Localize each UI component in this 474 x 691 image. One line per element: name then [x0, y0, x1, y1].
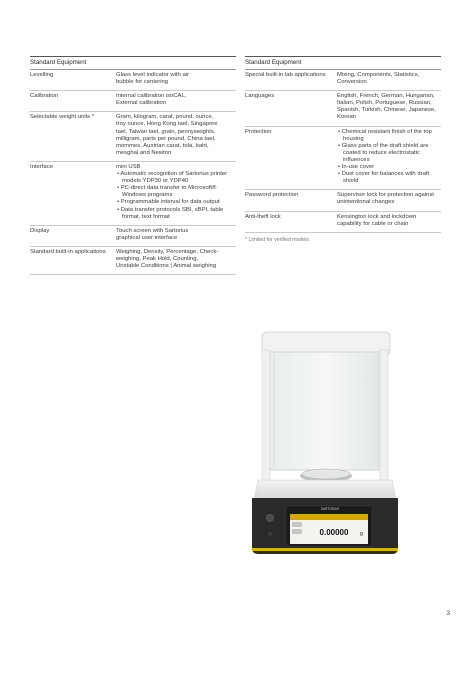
power-button-icon — [267, 515, 274, 522]
spec-label: Anti-theft lock — [245, 213, 281, 220]
spec-label: Password protection — [245, 192, 299, 199]
spec-label: Levelling — [30, 72, 54, 78]
spec-value — [337, 72, 441, 86]
spec-value-line: Weighing, Density, Percentage, Check- — [116, 248, 219, 255]
bullet-item: • Data transfer protocols SBI, xBPI, table format, text format — [116, 207, 236, 221]
bullet-item: • In-use cover — [337, 164, 441, 171]
spec-value-line: Kensington lock and lockdown — [337, 213, 417, 220]
spec-value — [116, 114, 236, 157]
spec-value — [337, 93, 441, 121]
spec-row-languages — [245, 91, 441, 126]
spec-value-line: Unstable Conditions | Animal weighing — [116, 263, 217, 270]
spec-value — [337, 129, 441, 186]
footnote: * Limited for verified models — [245, 236, 310, 243]
bullet-item: • Programmable interval for data output — [116, 199, 236, 206]
bullet-item: • Chemical resistant finish of the top housing — [337, 129, 441, 143]
spec-value — [116, 249, 236, 270]
spec-row-anti-theft — [245, 212, 441, 233]
analytical-balance-image — [250, 330, 400, 560]
spec-value-line: mesghal and Newton — [116, 149, 172, 156]
bullet-item: • Dust cover for balances with draft shield — [337, 171, 441, 185]
spec-value-line: Conversion — [337, 79, 367, 86]
bullet-item: • Glass parts of the draft shield are coated to reduce electrostatic influences — [337, 143, 441, 164]
spec-value-line: Touch screen with Sartorius — [116, 227, 189, 234]
spec-row-weight-units — [30, 112, 236, 162]
spec-row-levelling — [30, 70, 236, 91]
spec-value-line: Italian, Polish, Portuguese, Russian, — [337, 100, 432, 107]
bullet-item: • PC-direct data transfer to Microsoft® Windows programs — [116, 185, 236, 199]
spec-value-line: troy ounce, Hong Kong tael, Singapore — [116, 121, 218, 128]
spec-label: Calibration — [30, 93, 59, 100]
spec-value-line: Internal calibration isoCAL, — [116, 93, 187, 100]
left-table-header: Standard Equipment — [30, 56, 236, 70]
spec-value-line: External calibration — [116, 100, 167, 107]
spec-row-calibration — [30, 91, 236, 112]
spec-label: Interface — [30, 163, 53, 170]
spec-label: Languages — [245, 93, 275, 100]
spec-value-line: mini USB — [116, 163, 141, 170]
spec-value-line: English, French, German, Hungarian, — [337, 93, 435, 100]
spec-label: Protection — [245, 128, 272, 135]
weighing-pan — [302, 469, 350, 479]
spec-value-line: bubble for centering — [116, 79, 169, 86]
display-unit: g — [360, 531, 363, 537]
spec-row-applications — [30, 247, 236, 275]
draft-shield — [268, 352, 384, 470]
spec-label: Standard built-in applications — [30, 248, 106, 255]
accent-strip — [252, 548, 398, 551]
brand-logo: SARTORIUS — [320, 507, 340, 511]
spec-value-line: Mixing, Components, Statistics, — [337, 72, 420, 78]
spec-value-line: Glass level indicator with air — [116, 72, 190, 78]
spec-value — [116, 93, 236, 107]
spec-value-line: tael, Taiwan tael, grain, pennyweights, — [116, 128, 216, 135]
spec-value — [116, 228, 236, 242]
left-spec-table — [30, 56, 236, 275]
spec-label: Display — [30, 227, 50, 234]
spec-value-line: Gram, kilogram, carat, pound, ounce, — [116, 114, 214, 121]
right-table-header: Standard Equipment — [245, 56, 441, 70]
right-spec-table — [245, 56, 441, 243]
spec-value — [337, 214, 441, 228]
spec-row-password — [245, 190, 441, 211]
spec-row-display — [30, 226, 236, 247]
spec-value-line: Supervisor lock for protection against — [337, 192, 434, 199]
spec-value-line: Korean — [337, 114, 356, 121]
page-number: 3 — [446, 610, 450, 617]
spec-row-lab-applications — [245, 70, 441, 91]
spec-row-protection — [245, 127, 441, 191]
level-indicator-icon — [268, 532, 273, 537]
spec-value — [116, 164, 236, 221]
spec-value-line: graphical user interface — [116, 234, 178, 241]
spec-label: Selectable weight units * — [30, 114, 95, 121]
spec-value-line: weighing, Peak Hold, Counting, — [116, 255, 199, 262]
spec-value-line: Spanish, Turkish, Chinese, Japanese, — [337, 107, 436, 114]
bullet-item: • Automatic recognition of Sartorius printer models YDP30 or YDP40 — [116, 171, 236, 185]
display-reading: 0.00000 — [319, 528, 349, 537]
spec-value — [337, 192, 441, 206]
spec-value-line: unintentional changes — [337, 199, 395, 206]
spec-value-line: milligram, parts per pound, China tael, — [116, 135, 216, 142]
spec-value-line: mommes, Austrian carat, tola, baht, — [116, 142, 209, 149]
spec-label: Special built-in lab applications — [245, 72, 326, 78]
spec-value — [116, 72, 236, 86]
spec-row-interface — [30, 162, 236, 226]
spec-value-line: capability for cable or chain — [337, 220, 409, 227]
